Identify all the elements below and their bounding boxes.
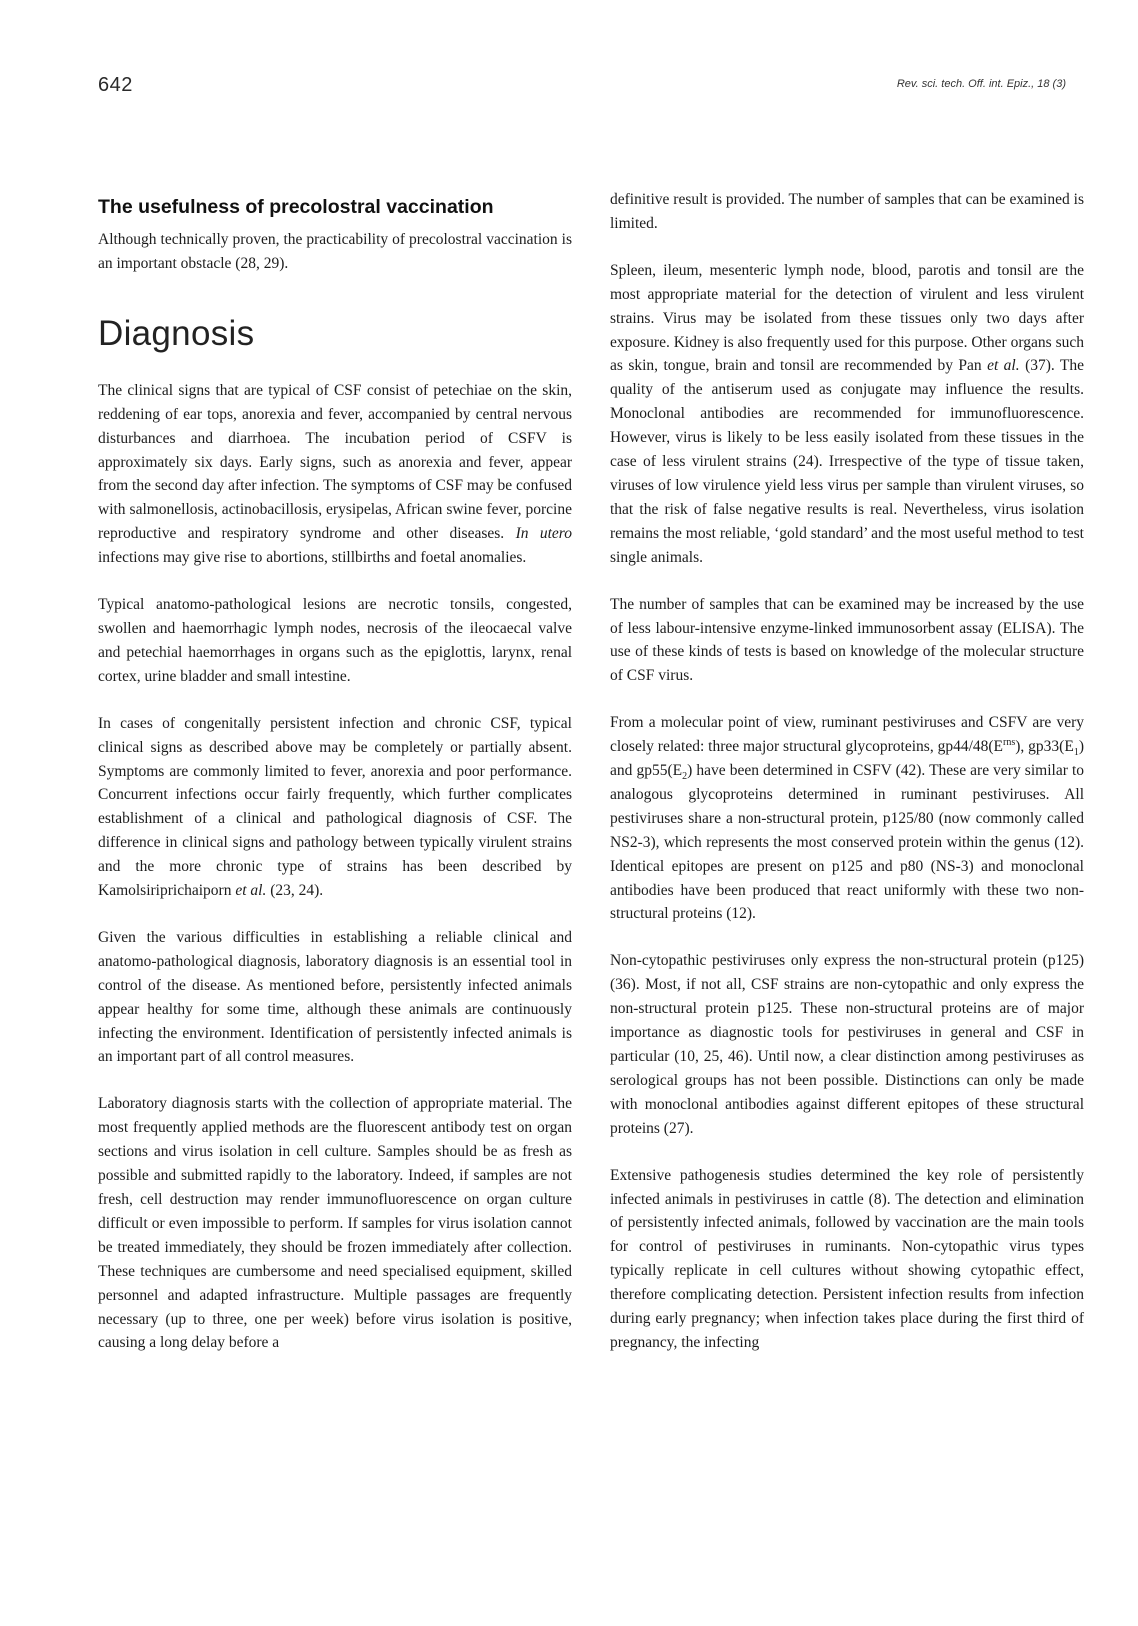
- section-title-diagnosis: Diagnosis: [98, 313, 255, 353]
- paragraph-non-cytopathic: Non-cytopathic pestiviruses only express the non-structural protein (p125) (36). Most, if not all, CSF strains are non-cytopathic and only express the non-structural protein p125. These non-structural proteins are of major importance as diagnostic tools for pestiviruses in general and CSF in particular (10, 25, 46). Until now, a clear distinction among pestiviruses as serological groups has not been possible. Distinctions can only be made with monoclonal antibodies against different epitopes of these structural proteins (27).: [610, 952, 1084, 1137]
- paragraph-sample-collection: Laboratory diagnosis starts with the collection of appropriate material. The most frequently applied methods are the fluorescent antibody test on organ sections and virus isolation in cell culture. Samples should be as fresh as possible and submitted rapidly to the laboratory. Indeed, if samples are not fresh, cell destruction may render immunofluorescence on organ culture difficult or even impossible to perform. If samples for virus isolation cannot be treated immediately, they should be frozen immediately after collection. These techniques are cumbersome and need specialised equipment, skilled personnel and adapted infrastructure. Multiple passages are frequently necessary (up to three, one per week) before virus isolation is positive, causing a long delay before a: [98, 1095, 572, 1352]
- paragraph-continued: definitive result is provided. The number of samples that can be examined is limited.: [610, 191, 1084, 232]
- paragraph-lesions: Typical anatomo-pathological lesions are necrotic tonsils, congested, swollen and haemorrhagic lymph nodes, necrosis of the ileocaecal valve and petechial haemorrhages in organs such as the epiglottis, larynx, renal cortex, urine bladder and small intestine.: [98, 596, 572, 685]
- left-column: [98, 196, 572, 1355]
- paragraph-elisa: The number of samples that can be examined may be increased by the use of less labour-intensive enzyme-linked immunosorbent assay (ELISA). The use of these kinds of tests is based on knowledge of the molecular structure of CSF virus.: [610, 595, 1084, 685]
- paragraph-tissues: Spleen, ileum, mesenteric lymph node, blood, parotis and tonsil are the most appropriate material for the detection of virulent and less virulent strains. Virus may be isolated from these tissues only two days after exposure. Kidney is also frequently used for this purpose. Other organs such as skin, tongue, brain and tonsil are recommended by Pan et al. (37). The quality of the antiserum used as conjugate may influence the results. Monoclonal antibodies are recommended for immunofluorescence. However, virus is likely to be less easily isolated from these tissues in the case of less virulent strains (24). Irrespective of the type of tissue taken, viruses of low virulence yield less virus per sample than virulent viruses, so that the risk of false negative results is real. Nevertheless, virus isolation remains the most reliable, ‘gold standard’ and the most useful method to test single animals.: [610, 261, 1085, 566]
- paragraph-pathogenesis: Extensive pathogenesis studies determined the key role of persistently infected animals in pestiviruses in cattle (8). The detection and elimination of persistently infected animals, followed by vaccination are the main tools for control of pestiviruses in ruminants. Non-cytopathic virus types typically replicate in cell cultures without showing cytopathic effect, therefore complicating detection. Persistent infection results from infection during early pregnancy; when infection takes place during the first third of pregnancy, the infecting: [610, 1166, 1084, 1351]
- page-number: 642: [98, 74, 133, 96]
- paragraph-chronic-csf: In cases of congenitally persistent infection and chronic CSF, typical clinical signs as described above may be completely or partially absent. Symptoms are commonly limited to fever, anorexia and poor performance. Concurrent infections occur fairly frequently, which further complicates establishment of a clinical and pathological diagnosis of CSF. The difference in clinical signs and pathology between typically virulent strains and the more chronic type of strains has been described by Kamolsiriprichaiporn et al. (23, 24).: [98, 714, 572, 900]
- paragraph-laboratory-diagnosis: Given the various difficulties in establishing a reliable clinical and anatomo-pathological diagnosis, laboratory diagnosis is an essential tool in control of the disease. As mentioned before, persistently infected animals appear healthy for some time, although these animals are continuously infecting the environment. Identification of persistently infected animals is an important part of all control measures.: [98, 928, 572, 1066]
- paragraph-clinical-signs: The clinical signs that are typical of CSF consist of petechiae on the skin, reddening of ear tops, anorexia and fever, accompanied by central nervous disturbances and diarrhoea. The incubation period of CSFV is approximately six days. Early signs, such as anorexia and fever, appear from the second day after infection. The symptoms of CSF may be confused with salmonellosis, actinobacillosis, erysipelas, African swine fever, porcine reproductive and respiratory syndrome and other diseases. In utero infections may give rise to abortions, stillbirths and foetal anomalies.: [98, 381, 572, 567]
- right-column: [610, 188, 1084, 1355]
- paragraph-molecular: From a molecular point of view, ruminant pestiviruses and CSFV are very closely related: three major structural glycoproteins, $gp44/48(E^{rns})$, $gp33(E_1)$ and $gp55(E_2)$ have been determined in CSFV (42). These are very similar to analogous glycoproteins determined in ruminant pestiviruses. All pestiviruses share a non-structural protein, p125/80 (now commonly called NS2-3), which represents the most conserved protein within the genus (12). Identical epitopes are present on p125 and p80 (NS-3) and monoclonal antibodies have been produced that react uniformly with these two non-structural proteins (12).: [610, 714, 1084, 923]
- paragraph-precolostral: Although technically proven, the practicability of precolostral vaccination is an important obstacle (28, 29).: [98, 231, 572, 272]
- running-head: Rev. sci. tech. Off. int. Epiz., 18 (3): [896, 78, 1066, 90]
- subheading-precolostral: The usefulness of precolostral vaccination: [98, 196, 494, 218]
